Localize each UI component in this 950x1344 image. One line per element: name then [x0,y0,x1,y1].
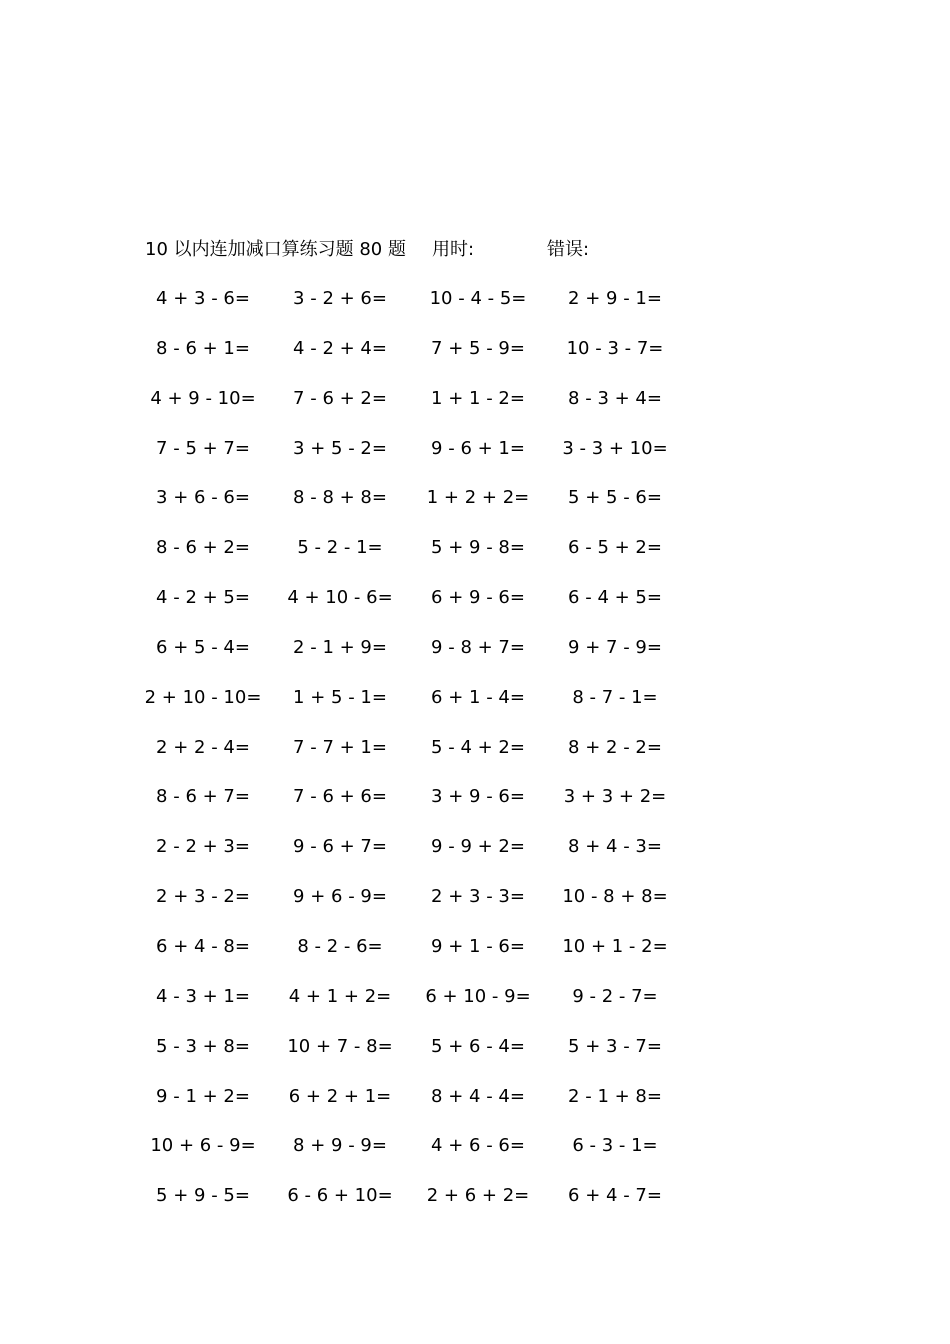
problem-row [0,1132,950,1182]
arithmetic-problem: 2 + 6 + 2= [426,1185,530,1207]
arithmetic-problem: 9 - 6 + 1= [431,437,525,459]
arithmetic-problem: 8 - 2 - 6= [297,935,383,957]
arithmetic-problem: 6 + 5 - 4= [156,636,250,658]
problem-row [0,1033,950,1083]
arithmetic-problem: 10 - 4 - 5= [429,288,527,309]
arithmetic-problem: 6 + 4 - 7= [568,1185,662,1207]
arithmetic-problem: 5 + 3 - 7= [568,1035,662,1057]
arithmetic-problem: 5 + 9 - 8= [431,537,525,559]
arithmetic-problem: 4 - 2 + 4= [293,337,387,359]
arithmetic-problem: 1 + 2 + 2= [426,487,530,509]
problem-row [0,1182,950,1232]
arithmetic-problem: 6 + 2 + 1= [288,1085,392,1107]
arithmetic-problem: 8 - 3 + 4= [568,387,662,409]
arithmetic-problem: 8 + 9 - 9= [293,1135,387,1157]
problem-row [0,684,950,734]
arithmetic-problem: 2 + 3 - 3= [431,886,525,908]
arithmetic-problem: 3 - 2 + 6= [293,288,387,309]
problem-row [0,534,950,584]
arithmetic-problem: 7 - 5 + 7= [156,437,250,459]
arithmetic-problem: 6 + 1 - 4= [431,686,525,708]
time-used-label: 用时: [432,239,475,260]
arithmetic-problem: 9 + 6 - 9= [293,886,387,908]
arithmetic-problem: 6 - 3 - 1= [572,1135,658,1157]
arithmetic-problem: 6 + 10 - 9= [425,985,531,1007]
worksheet-header [0,236,950,264]
arithmetic-problem: 9 - 1 + 2= [156,1085,250,1107]
arithmetic-problem: 4 - 2 + 5= [156,587,250,609]
problem-row [0,634,950,684]
arithmetic-problem: 10 + 6 - 9= [150,1135,256,1157]
arithmetic-problem: 6 + 4 - 8= [156,935,250,957]
arithmetic-problem: 2 + 10 - 10= [144,686,262,708]
arithmetic-problem: 2 + 3 - 2= [156,886,250,908]
arithmetic-problem: 5 - 2 - 1= [297,537,383,559]
arithmetic-problem: 6 + 9 - 6= [431,587,525,609]
arithmetic-problem: 3 + 3 + 2= [563,786,667,808]
arithmetic-problem: 9 - 9 + 2= [431,836,525,858]
arithmetic-problem: 7 - 6 + 2= [293,387,387,409]
arithmetic-problem: 10 - 3 - 7= [566,337,664,359]
arithmetic-problem: 9 + 1 - 6= [431,935,525,957]
problem-row [0,833,950,883]
arithmetic-problem: 10 - 8 + 8= [562,886,668,908]
arithmetic-problem: 2 - 1 + 8= [568,1085,662,1107]
arithmetic-problem: 9 - 8 + 7= [431,636,525,658]
problem-grid [0,285,950,1232]
arithmetic-problem: 4 + 9 - 10= [150,387,256,409]
arithmetic-problem: 7 - 6 + 6= [293,786,387,808]
arithmetic-problem: 6 - 6 + 10= [287,1185,393,1207]
problem-row [0,783,950,833]
arithmetic-problem: 5 + 9 - 5= [156,1185,250,1207]
arithmetic-problem: 2 + 2 - 4= [156,736,250,758]
arithmetic-problem: 8 - 6 + 2= [156,537,250,559]
problem-row [0,435,950,485]
arithmetic-problem: 3 + 9 - 6= [431,786,525,808]
arithmetic-problem: 9 + 7 - 9= [568,636,662,658]
problem-row [0,1083,950,1133]
problem-row [0,285,950,335]
arithmetic-problem: 3 + 6 - 6= [156,487,250,509]
arithmetic-problem: 1 + 1 - 2= [431,387,525,409]
arithmetic-problem: 8 + 4 - 3= [568,836,662,858]
arithmetic-problem: 3 - 3 + 10= [562,437,668,459]
arithmetic-problem: 4 + 3 - 6= [156,288,250,309]
arithmetic-problem: 5 + 5 - 6= [568,487,662,509]
error-count-label: 错误: [547,239,590,260]
arithmetic-problem: 4 - 3 + 1= [156,985,250,1007]
arithmetic-problem: 4 + 6 - 6= [431,1135,525,1157]
arithmetic-problem: 8 - 6 + 7= [156,786,250,808]
arithmetic-problem: 2 + 9 - 1= [568,288,662,309]
arithmetic-problem: 6 - 5 + 2= [568,537,662,559]
problem-row [0,734,950,784]
problem-row [0,484,950,534]
arithmetic-problem: 3 + 5 - 2= [293,437,387,459]
problem-row [0,584,950,634]
arithmetic-problem: 6 - 4 + 5= [568,587,662,609]
arithmetic-problem: 4 + 1 + 2= [288,985,392,1007]
arithmetic-problem: 8 - 8 + 8= [293,487,387,509]
arithmetic-problem: 8 + 4 - 4= [431,1085,525,1107]
arithmetic-problem: 5 - 4 + 2= [431,736,525,758]
arithmetic-problem: 8 + 2 - 2= [568,736,662,758]
arithmetic-problem: 5 + 6 - 4= [431,1035,525,1057]
arithmetic-problem: 2 - 2 + 3= [156,836,250,858]
problem-row [0,883,950,933]
arithmetic-problem: 2 - 1 + 9= [293,636,387,658]
arithmetic-problem: 7 - 7 + 1= [293,736,387,758]
arithmetic-problem: 8 - 6 + 1= [156,337,250,359]
problem-row [0,933,950,983]
arithmetic-problem: 9 - 2 - 7= [572,985,658,1007]
arithmetic-problem: 4 + 10 - 6= [287,587,393,609]
arithmetic-problem: 8 - 7 - 1= [572,686,658,708]
arithmetic-problem: 10 + 7 - 8= [287,1035,393,1057]
arithmetic-problem: 5 - 3 + 8= [156,1035,250,1057]
arithmetic-problem: 9 - 6 + 7= [293,836,387,858]
worksheet-title: 10 以内连加减口算练习题 80 题 [145,239,406,260]
problem-row [0,983,950,1033]
arithmetic-problem: 10 + 1 - 2= [562,935,668,957]
problem-row [0,385,950,435]
arithmetic-problem: 1 + 5 - 1= [293,686,387,708]
arithmetic-problem: 7 + 5 - 9= [431,337,525,359]
problem-row [0,335,950,385]
